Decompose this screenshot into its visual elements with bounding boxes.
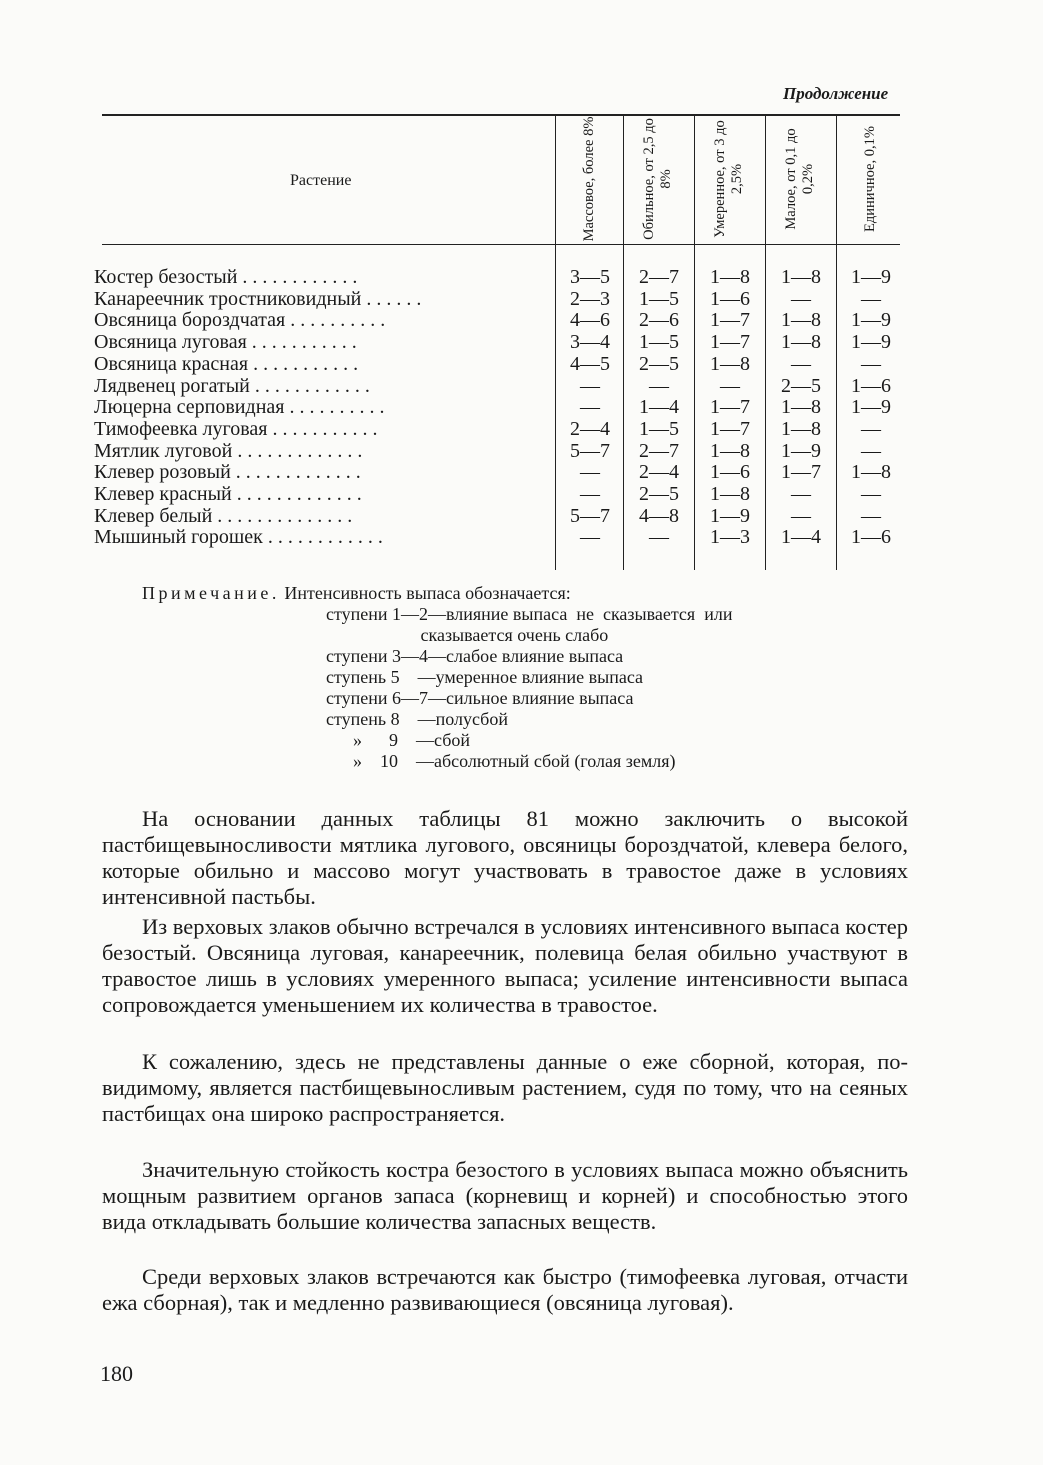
table-cell: 1—9 bbox=[851, 266, 891, 288]
header-moderate: Умеренное, от 3 до 2,5% bbox=[712, 120, 745, 238]
table-cell: 1—7 bbox=[710, 331, 750, 354]
table-row bbox=[94, 505, 914, 527]
plant-name: Люцерна серповидная . . . . . . . . . . bbox=[94, 396, 385, 419]
paragraph: На основании данных таблицы 81 можно заключить о высокой пастбищевыносливости мятлика лугового, овсяницы бороздчатой, клевера белого, которые обильно и массово могут участвовать в травостое даже в условиях интенсивной пастьбы. bbox=[102, 806, 908, 909]
table-cell: 2—5 bbox=[639, 483, 679, 505]
table-cell: 4—6 bbox=[570, 309, 610, 332]
header-single: Единичное, 0,1% bbox=[861, 126, 878, 232]
table-cell: 1—5 bbox=[639, 287, 679, 310]
note-line: ступень 8 —полусбой bbox=[326, 709, 508, 729]
table-cell: 1—8 bbox=[781, 417, 821, 440]
paragraph: Среди верховых злаков встречаются как быстро (тимофеевка луговая, отчасти ежа сборная), так и медленно развивающиеся (овсяница луговая). bbox=[102, 1264, 908, 1315]
plant-name: Овсяница луговая . . . . . . . . . . . bbox=[94, 331, 357, 354]
plant-name: Овсяница бороздчатая . . . . . . . . . . bbox=[94, 309, 386, 332]
table-cell: 1—7 bbox=[710, 396, 750, 419]
plant-name: Овсяница красная . . . . . . . . . . . bbox=[94, 352, 359, 375]
table-cell: — bbox=[861, 504, 881, 527]
table-cell: 1—8 bbox=[781, 396, 821, 419]
paragraph: К сожалению, здесь не представлены данные о еже сборной, которая, по-видимому, является пастбищевыносливым растением, судя по тому, что на сеяных пастбищах она широко распространяется. bbox=[102, 1049, 908, 1126]
header-abundant: Обильное, от 2,5 до 8% bbox=[641, 118, 674, 240]
table-cell: — bbox=[791, 287, 811, 310]
table-cell: — bbox=[861, 439, 881, 462]
header-small: Малое, от 0,1 до 0,2% bbox=[783, 128, 816, 230]
header-massive: Массовое, более 8% bbox=[580, 116, 597, 242]
table-cell: — bbox=[580, 396, 600, 419]
table-cell: — bbox=[861, 287, 881, 310]
note-line: » 10 —абсолютный сбой (голая земля) bbox=[326, 751, 676, 771]
table-cell: 1—9 bbox=[710, 504, 750, 527]
table-cell: — bbox=[580, 461, 600, 484]
table-cell: 1—6 bbox=[851, 526, 891, 549]
table-cell: 1—7 bbox=[710, 309, 750, 332]
table-cell: 1—8 bbox=[781, 309, 821, 332]
table-cell: — bbox=[861, 352, 881, 375]
table-cell: 1—3 bbox=[710, 526, 750, 549]
plant-name: Тимофеевка луговая . . . . . . . . . . . bbox=[94, 417, 378, 440]
table-cell: 1—6 bbox=[710, 461, 750, 484]
table-cell: 1—9 bbox=[781, 439, 821, 462]
table-cell: 2—4 bbox=[570, 417, 610, 440]
table-cell: 1—9 bbox=[851, 396, 891, 419]
table-row bbox=[94, 418, 914, 440]
table-cell: — bbox=[861, 483, 881, 505]
table-cell: 1—7 bbox=[710, 417, 750, 440]
plant-name: Лядвенец рогатый . . . . . . . . . . . . bbox=[94, 374, 370, 397]
table-row bbox=[94, 526, 914, 548]
page-number: 180 bbox=[100, 1361, 133, 1386]
table-cell: 1—4 bbox=[781, 526, 821, 549]
plant-name: Канареечник тростниковидный . . . . . . bbox=[94, 287, 422, 310]
table-cell: 2—5 bbox=[781, 374, 821, 397]
table-cell: 1—8 bbox=[710, 483, 750, 505]
note-line: ступени 1—2—влияние выпаса не сказывается или bbox=[326, 604, 733, 624]
table-cell: 1—4 bbox=[639, 396, 679, 419]
note-line: ступень 5 —умеренное влияние выпаса bbox=[326, 667, 644, 687]
table-row bbox=[94, 266, 914, 288]
table-row bbox=[94, 353, 914, 375]
plant-name: Костер безостый . . . . . . . . . . . . bbox=[94, 266, 358, 288]
table-cell: — bbox=[649, 374, 669, 397]
header-plant: Растение bbox=[290, 172, 352, 189]
paragraph: Значительную стойкость костра безостого в условиях выпаса можно объяснить мощным развитием органов запаса (корневищ и корней) и способностью этого вида откладывать большие количества запасных веществ. bbox=[102, 1157, 908, 1234]
plant-name: Мышиный горошек . . . . . . . . . . . . bbox=[94, 526, 383, 549]
table-cell: 1—8 bbox=[851, 461, 891, 484]
note-line: ступени 6—7—сильное влияние выпаса bbox=[326, 688, 634, 708]
table-cell: 1—8 bbox=[710, 439, 750, 462]
table-cell: — bbox=[720, 374, 740, 397]
table-cell: 1—8 bbox=[781, 266, 821, 288]
table-row bbox=[94, 288, 914, 310]
plant-name: Клевер розовый . . . . . . . . . . . . . bbox=[94, 461, 361, 484]
table-row bbox=[94, 396, 914, 418]
table-cell: 1—6 bbox=[851, 374, 891, 397]
table-cell: 1—8 bbox=[710, 352, 750, 375]
table-cell: 1—9 bbox=[851, 309, 891, 332]
table-cell: — bbox=[580, 526, 600, 549]
table-row bbox=[94, 309, 914, 331]
table-row bbox=[94, 440, 914, 462]
plant-name: Клевер красный . . . . . . . . . . . . . bbox=[94, 483, 362, 505]
table-cell: 1—9 bbox=[851, 331, 891, 354]
table-cell: 2—4 bbox=[639, 461, 679, 484]
note-line: сказывается очень слабо bbox=[326, 625, 609, 645]
table-cell: — bbox=[580, 374, 600, 397]
table-cell: — bbox=[861, 417, 881, 440]
plant-name: Мятлик луговой . . . . . . . . . . . . . bbox=[94, 439, 363, 462]
table-cell: — bbox=[791, 352, 811, 375]
table-cell: 3—4 bbox=[570, 331, 610, 354]
table-cell: 1—8 bbox=[710, 266, 750, 288]
table-cell: 5—7 bbox=[570, 439, 610, 462]
note-line: ступени 3—4—слабое влияние выпаса bbox=[326, 646, 624, 666]
note-intro: Интенсивность выпаса обозначается: bbox=[284, 583, 571, 603]
continued-label: Продолжение bbox=[783, 84, 889, 103]
table-cell: 2—6 bbox=[639, 309, 679, 332]
table-cell: 3—5 bbox=[570, 266, 610, 288]
table-cell: — bbox=[791, 483, 811, 505]
note-heading bbox=[142, 583, 571, 604]
table-cell: 1—8 bbox=[781, 331, 821, 354]
table-cell: — bbox=[791, 504, 811, 527]
table-cell: 1—5 bbox=[639, 417, 679, 440]
table-cell: 1—6 bbox=[710, 287, 750, 310]
note-label: Примечание. bbox=[142, 583, 280, 603]
table-row bbox=[94, 331, 914, 353]
paragraph: Из верховых злаков обычно встречался в условиях интенсивного выпаса костер безостый. Овсяница луговая, канареечник, полевица белая обильно участвуют в травостое лишь в условиях умеренного выпаса; усиление интенсивности выпаса сопровождается уменьшением их количества в травостое. bbox=[102, 914, 908, 1017]
table-cell: — bbox=[649, 526, 669, 549]
note-line: » 9 —сбой bbox=[326, 730, 470, 750]
table-cell: 1—7 bbox=[781, 461, 821, 484]
table-cell: 2—7 bbox=[639, 439, 679, 462]
table-cell: 4—5 bbox=[570, 352, 610, 375]
table-cell: 1—5 bbox=[639, 331, 679, 354]
plant-name: Клевер белый . . . . . . . . . . . . . . bbox=[94, 504, 353, 527]
table-cell: 2—7 bbox=[639, 266, 679, 288]
table-row bbox=[94, 375, 914, 397]
table-row bbox=[94, 461, 914, 483]
table-row bbox=[94, 483, 914, 505]
table-cell: 2—3 bbox=[570, 287, 610, 310]
table-cell: 2—5 bbox=[639, 352, 679, 375]
table-header-rule bbox=[102, 244, 900, 245]
table-cell: — bbox=[580, 483, 600, 505]
table-cell: 5—7 bbox=[570, 504, 610, 527]
table-cell: 4—8 bbox=[639, 504, 679, 527]
